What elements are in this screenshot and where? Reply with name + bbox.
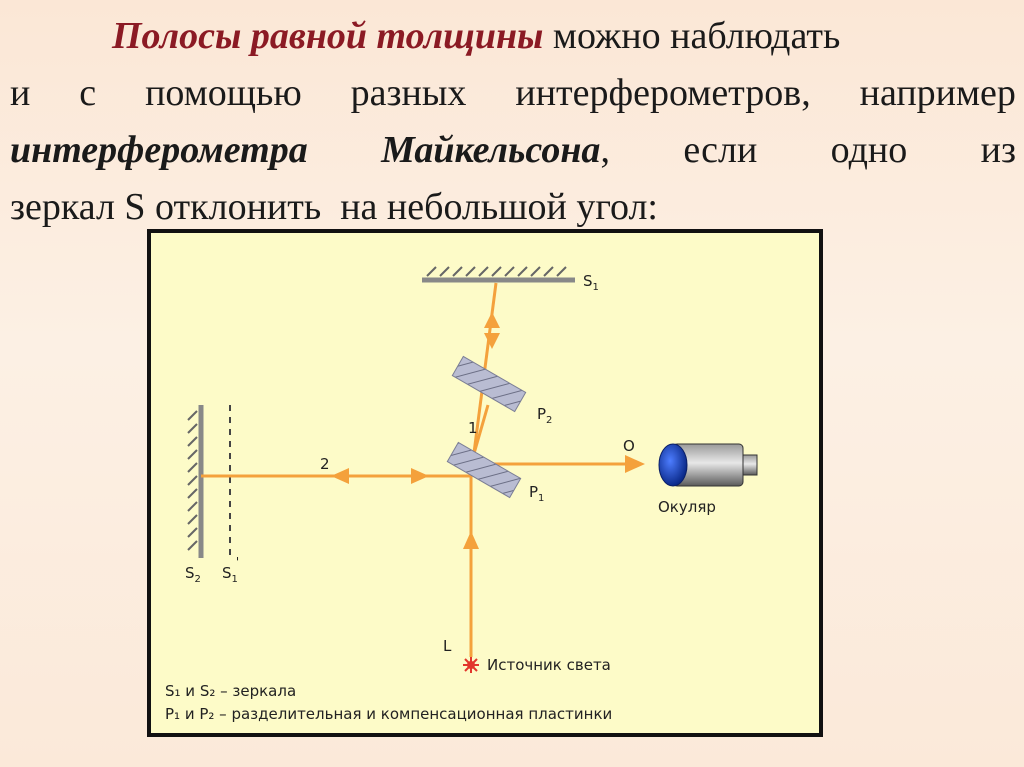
mirror-s1 [422, 267, 575, 280]
legend-plates: P₁ и P₂ – разделительная и компенсационная пластинки [165, 705, 613, 723]
arrow-left [331, 468, 349, 484]
word: из [980, 129, 1016, 171]
word: если [683, 129, 758, 171]
label-s2: $S_2$ [185, 564, 201, 585]
arrow-up [484, 312, 500, 328]
label-s1-image: $S_1'$ [222, 555, 240, 585]
michelson-diagram [151, 233, 819, 733]
word: и [10, 72, 31, 114]
light-beams [201, 283, 638, 657]
plate-p1 [447, 442, 520, 497]
eyepiece [659, 444, 757, 486]
word: с [79, 72, 97, 114]
paragraph-line-3 [10, 122, 1016, 179]
label-light-source: Источник света [487, 656, 611, 674]
term-interferometer: интерферометра [10, 129, 308, 171]
word: например [859, 72, 1016, 114]
term-michelson: Майкельсона [381, 129, 601, 171]
paragraph-line-4: зеркал S отклонить на небольшой угол: [10, 186, 658, 228]
word: разных [350, 72, 467, 114]
label-beam-1: 1 [468, 419, 478, 437]
paragraph-line-1-rest: можно наблюдать [552, 15, 841, 57]
label-eyepiece: Окуляр [658, 498, 716, 516]
light-source-star-icon [463, 657, 479, 673]
eyepiece-lens [659, 444, 687, 486]
label-point-o: O [623, 437, 635, 455]
paragraph-line-2 [10, 65, 1016, 122]
michelson-interferometer-figure [147, 229, 823, 737]
arrow-from-source [463, 531, 479, 549]
arrow-right [411, 468, 429, 484]
arrow-to-eyepiece [625, 455, 645, 473]
legend-mirrors: S₁ и S₂ – зеркала [165, 682, 297, 700]
label-point-l: L [443, 637, 452, 655]
label-s1: $S_1$ [583, 272, 599, 293]
term-equal-thickness-fringes: Полосы равной толщины [112, 15, 544, 57]
paragraph [10, 8, 1016, 236]
label-beam-2: 2 [320, 455, 330, 473]
word: интерферометров, [515, 72, 811, 114]
paragraph-line-1 [10, 8, 1016, 65]
label-p1: $P_1$ [529, 483, 545, 504]
word: одно [830, 129, 908, 171]
word: , [600, 129, 610, 171]
plate-p2 [452, 356, 525, 411]
mirror-s2 [188, 405, 201, 558]
word: помощью [145, 72, 302, 114]
label-p2: $P_2$ [537, 405, 553, 426]
